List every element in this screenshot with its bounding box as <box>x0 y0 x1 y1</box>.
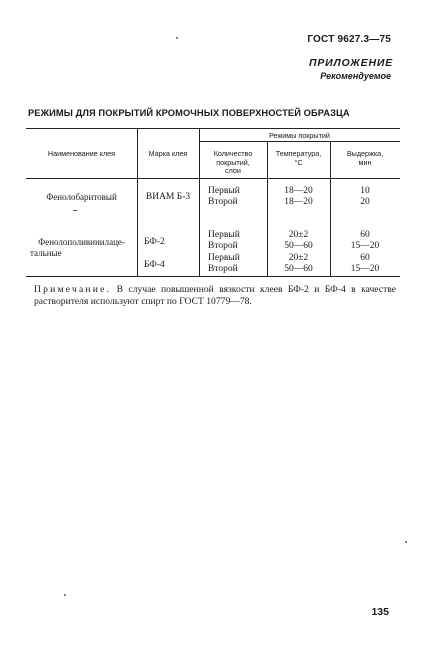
row1-glue-brand: ВИАМ Б-3 <box>145 192 191 202</box>
header-hold-line1: Выдержка, <box>346 149 384 158</box>
row2-glue-name: Фенолополивинилаце- тальные <box>30 237 125 258</box>
row2-layers-bf4: Первый Второй <box>208 253 240 274</box>
note-lead: Примечание. <box>34 284 112 295</box>
table-header-rule <box>26 178 400 179</box>
row1-glue-name: Фенолобаритовый <box>46 192 117 202</box>
table-top-rule <box>26 128 400 129</box>
page-number: 135 <box>371 606 389 618</box>
modes-subheader-rule <box>199 141 400 142</box>
header-coating-modes: Режимы покрытий <box>269 131 330 140</box>
header-hold-line2: мин <box>358 157 372 167</box>
row2-temperature-bf2: 20±2 50—60 <box>284 230 313 251</box>
appendix-label: ПРИЛОЖЕНИЕ <box>309 57 393 69</box>
scan-speck <box>405 541 407 543</box>
scan-speck <box>176 37 178 39</box>
row2-glue-brand-bf4: БФ-4 <box>144 260 165 270</box>
row1-temperature: 18—20 18—20 <box>284 186 313 207</box>
header-layers <box>199 150 267 176</box>
row1-layers: Первый Второй <box>208 186 240 207</box>
header-layers-line1: Количество <box>213 149 253 158</box>
document-title: РЕЖИМЫ ДЛЯ ПОКРЫТИЙ КРОМОЧНЫХ ПОВЕРХНОСТЕЙ ОБРАЗЦА <box>28 108 350 118</box>
row2-temperature-bf4: 20±2 50—60 <box>284 253 313 274</box>
row1-hold: 10 20 <box>360 186 370 207</box>
table-bottom-rule <box>26 276 400 277</box>
standard-code: ГОСТ 9627.3—75 <box>307 34 391 45</box>
row2-glue-brand-bf2: БФ-2 <box>144 237 165 247</box>
row2-layers-bf2: Первый Второй <box>208 230 240 251</box>
table-note <box>34 284 396 308</box>
scan-speck <box>73 210 77 211</box>
header-temperature <box>267 150 330 167</box>
recommended-label: Рекомендуемое <box>320 71 391 81</box>
header-layers-line2: покрытий, <box>216 157 250 167</box>
header-temperature-line2: °С <box>294 157 303 167</box>
header-temperature-line1: Температура, <box>275 149 322 158</box>
header-glue-name: Наименование клея <box>47 149 116 158</box>
note-text: В случае повышенной вязкости клеев БФ-2 и БФ-4 в качестве растворителя используют спирт по ГОСТ 10779—78. <box>34 284 396 307</box>
header-hold-time <box>330 150 400 167</box>
row2-hold-bf4: 60 15—20 <box>350 253 380 274</box>
header-layers-line3: слои <box>225 166 241 175</box>
header-glue-brand: Марка клея <box>148 149 188 158</box>
scan-speck <box>64 594 66 596</box>
row2-hold-bf2: 60 15—20 <box>350 230 380 251</box>
